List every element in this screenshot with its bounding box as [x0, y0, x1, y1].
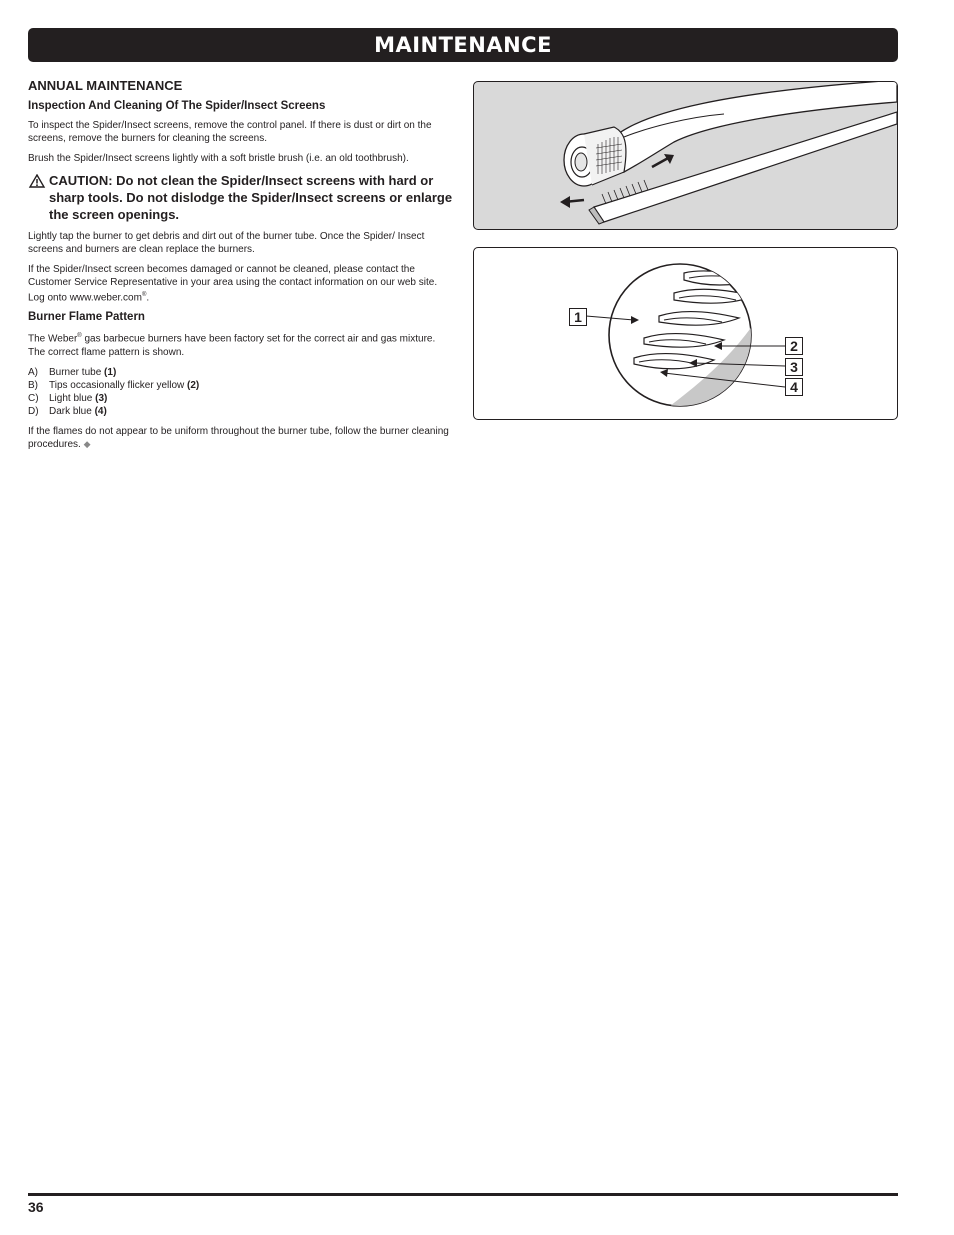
flame-pattern-drawing	[474, 248, 897, 419]
contact-text: If the Spider/Insect screen becomes damaged or cannot be cleaned, please contact the Customer Service Representative in your area using the contact information on our web site. Log onto www.weber.com	[28, 264, 438, 304]
tap-burner-paragraph: Lightly tap the burner to get debris and dirt out of the burner tube. Once the Spider/ Insect screens and burners are clean replace the burners.	[28, 231, 425, 255]
list-item-key: C)	[28, 392, 39, 404]
section-title: MAINTENANCE	[374, 33, 552, 57]
list-item	[28, 392, 453, 405]
callout-3: 3	[785, 358, 803, 376]
caution-text: CAUTION: Do not clean the Spider/Insect screens with hard or sharp tools. Do not dislodge the Spider/Insect screens or enlarge the screen openings.	[49, 173, 453, 222]
caution-block	[28, 172, 453, 223]
callout-4: 4	[785, 378, 803, 396]
list-item-label: Burner tube	[49, 366, 105, 378]
list-item-label: Tips occasionally flicker yellow	[49, 379, 188, 391]
flame-text-start: The Weber	[28, 333, 78, 345]
list-item-label: Dark blue	[49, 405, 95, 417]
burner-brush-illustration	[473, 81, 898, 230]
callout-2: 2	[785, 337, 803, 355]
list-item	[28, 405, 453, 418]
warning-triangle-icon	[28, 174, 46, 188]
annual-maintenance-heading: ANNUAL MAINTENANCE	[28, 78, 183, 93]
flame-list	[28, 366, 453, 418]
list-item-text	[49, 366, 116, 379]
uniform-flame-text: If the flames do not appear to be uniform throughout the burner tube, follow the burner cleaning procedures.	[28, 425, 449, 450]
flame-pattern-paragraph	[28, 330, 453, 358]
list-item-ref: (3)	[95, 392, 108, 404]
list-item-label: Light blue	[49, 392, 96, 404]
end-of-section-mark: ◆	[83, 438, 91, 449]
uniform-flame-paragraph	[28, 425, 453, 451]
list-item-ref: (4)	[94, 405, 107, 417]
list-item-text	[49, 379, 199, 392]
list-item-ref: (1)	[104, 366, 117, 378]
contact-text-end: .	[146, 292, 150, 304]
registered-mark: ®	[141, 292, 147, 298]
inspect-paragraph: To inspect the Spider/Insect screens, remove the control panel. If there is dust or dirt on the screens, remove the burners for cleaning the screens.	[28, 120, 432, 144]
list-item	[28, 379, 453, 392]
page-number: 36	[28, 1199, 44, 1215]
callout-1: 1	[569, 308, 587, 326]
registered-mark: ®	[77, 333, 82, 340]
contact-paragraph	[28, 263, 453, 304]
spider-screens-heading: Inspection And Cleaning Of The Spider/Insect Screens	[28, 100, 326, 112]
flame-pattern-heading: Burner Flame Pattern	[28, 311, 145, 324]
flame-text-end: gas barbecue burners have been factory set for the correct air and gas mixture. The correct flame pattern is shown.	[28, 333, 436, 358]
list-item-text	[49, 405, 107, 418]
list-item-key: B)	[28, 379, 38, 391]
annual-maintenance-column	[28, 78, 453, 458]
brush-paragraph: Brush the Spider/Insect screens lightly with a soft bristle brush (i.e. an old toothbrush).	[28, 153, 409, 164]
list-item	[28, 366, 453, 379]
list-item-ref: (2)	[187, 379, 200, 391]
footer-rule	[28, 1193, 898, 1196]
section-header-bar	[28, 28, 898, 62]
list-item-key: D)	[28, 405, 39, 417]
list-item-key: A)	[28, 366, 38, 378]
flame-pattern-illustration	[473, 247, 898, 420]
burner-brush-drawing	[474, 82, 897, 229]
list-item-text	[49, 392, 107, 405]
